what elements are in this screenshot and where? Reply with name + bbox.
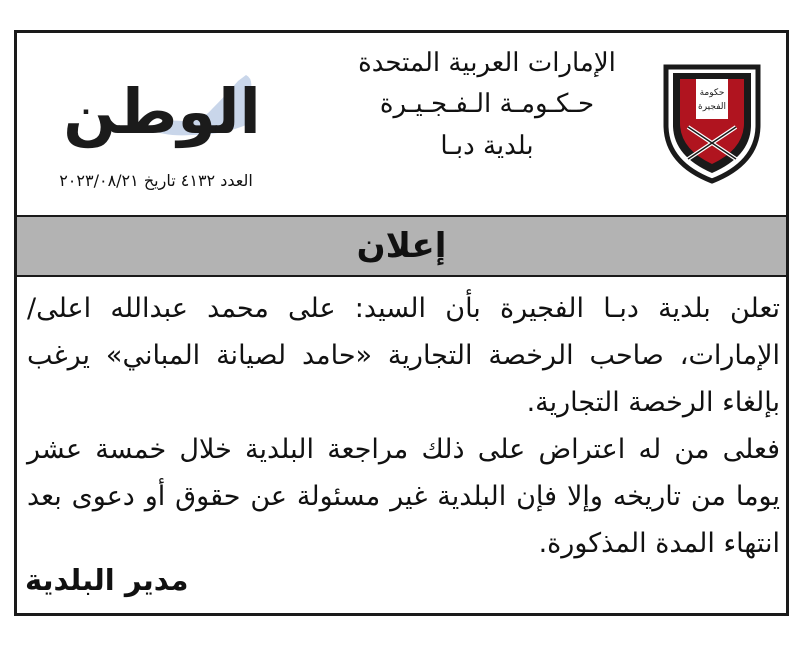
announcement-paragraph: فعلى من له اعتراض على ذلك مراجعة البلدية خلال خمسة عشر يوما من تاريخه وإلا فإن البلدية غير مسئولة عن حقوق أو دعوى بعد انتهاء المدة المذكورة. xyxy=(27,434,780,559)
announcement-banner xyxy=(17,215,786,277)
government-heading xyxy=(317,47,657,163)
announcement-body xyxy=(27,285,780,567)
announcement-frame xyxy=(14,30,789,616)
announcement-title: إعلان xyxy=(356,226,447,266)
municipality-name: بلدية دبـا xyxy=(440,131,534,161)
svg-text:حكومة: حكومة xyxy=(699,88,725,98)
svg-text:الفجيرة: الفجيرة xyxy=(697,102,727,112)
newspaper-logo: الوطن xyxy=(63,75,261,148)
fujairah-emblem-icon xyxy=(660,63,764,185)
announcement-paragraph: تعلن بلدية دبـا الفجيرة بأن السيد: على محمد عبدالله اعلى/الإمارات، صاحب الرخصة التجارية «حامد لصيانة المباني» يرغب بإلغاء الرخصة التجارية. xyxy=(27,293,780,418)
signature: مدير البلدية xyxy=(25,563,189,597)
government-name: حـكـومـة الـفـجـيـرة xyxy=(379,88,595,119)
issue-info: العدد ٤١٣٢ تاريخ ٢٠٢٣/٠٨/٢١ xyxy=(59,171,253,190)
country-name: الإمارات العربية المتحدة xyxy=(358,48,616,78)
newspaper-masthead xyxy=(47,63,277,163)
header xyxy=(17,33,786,215)
